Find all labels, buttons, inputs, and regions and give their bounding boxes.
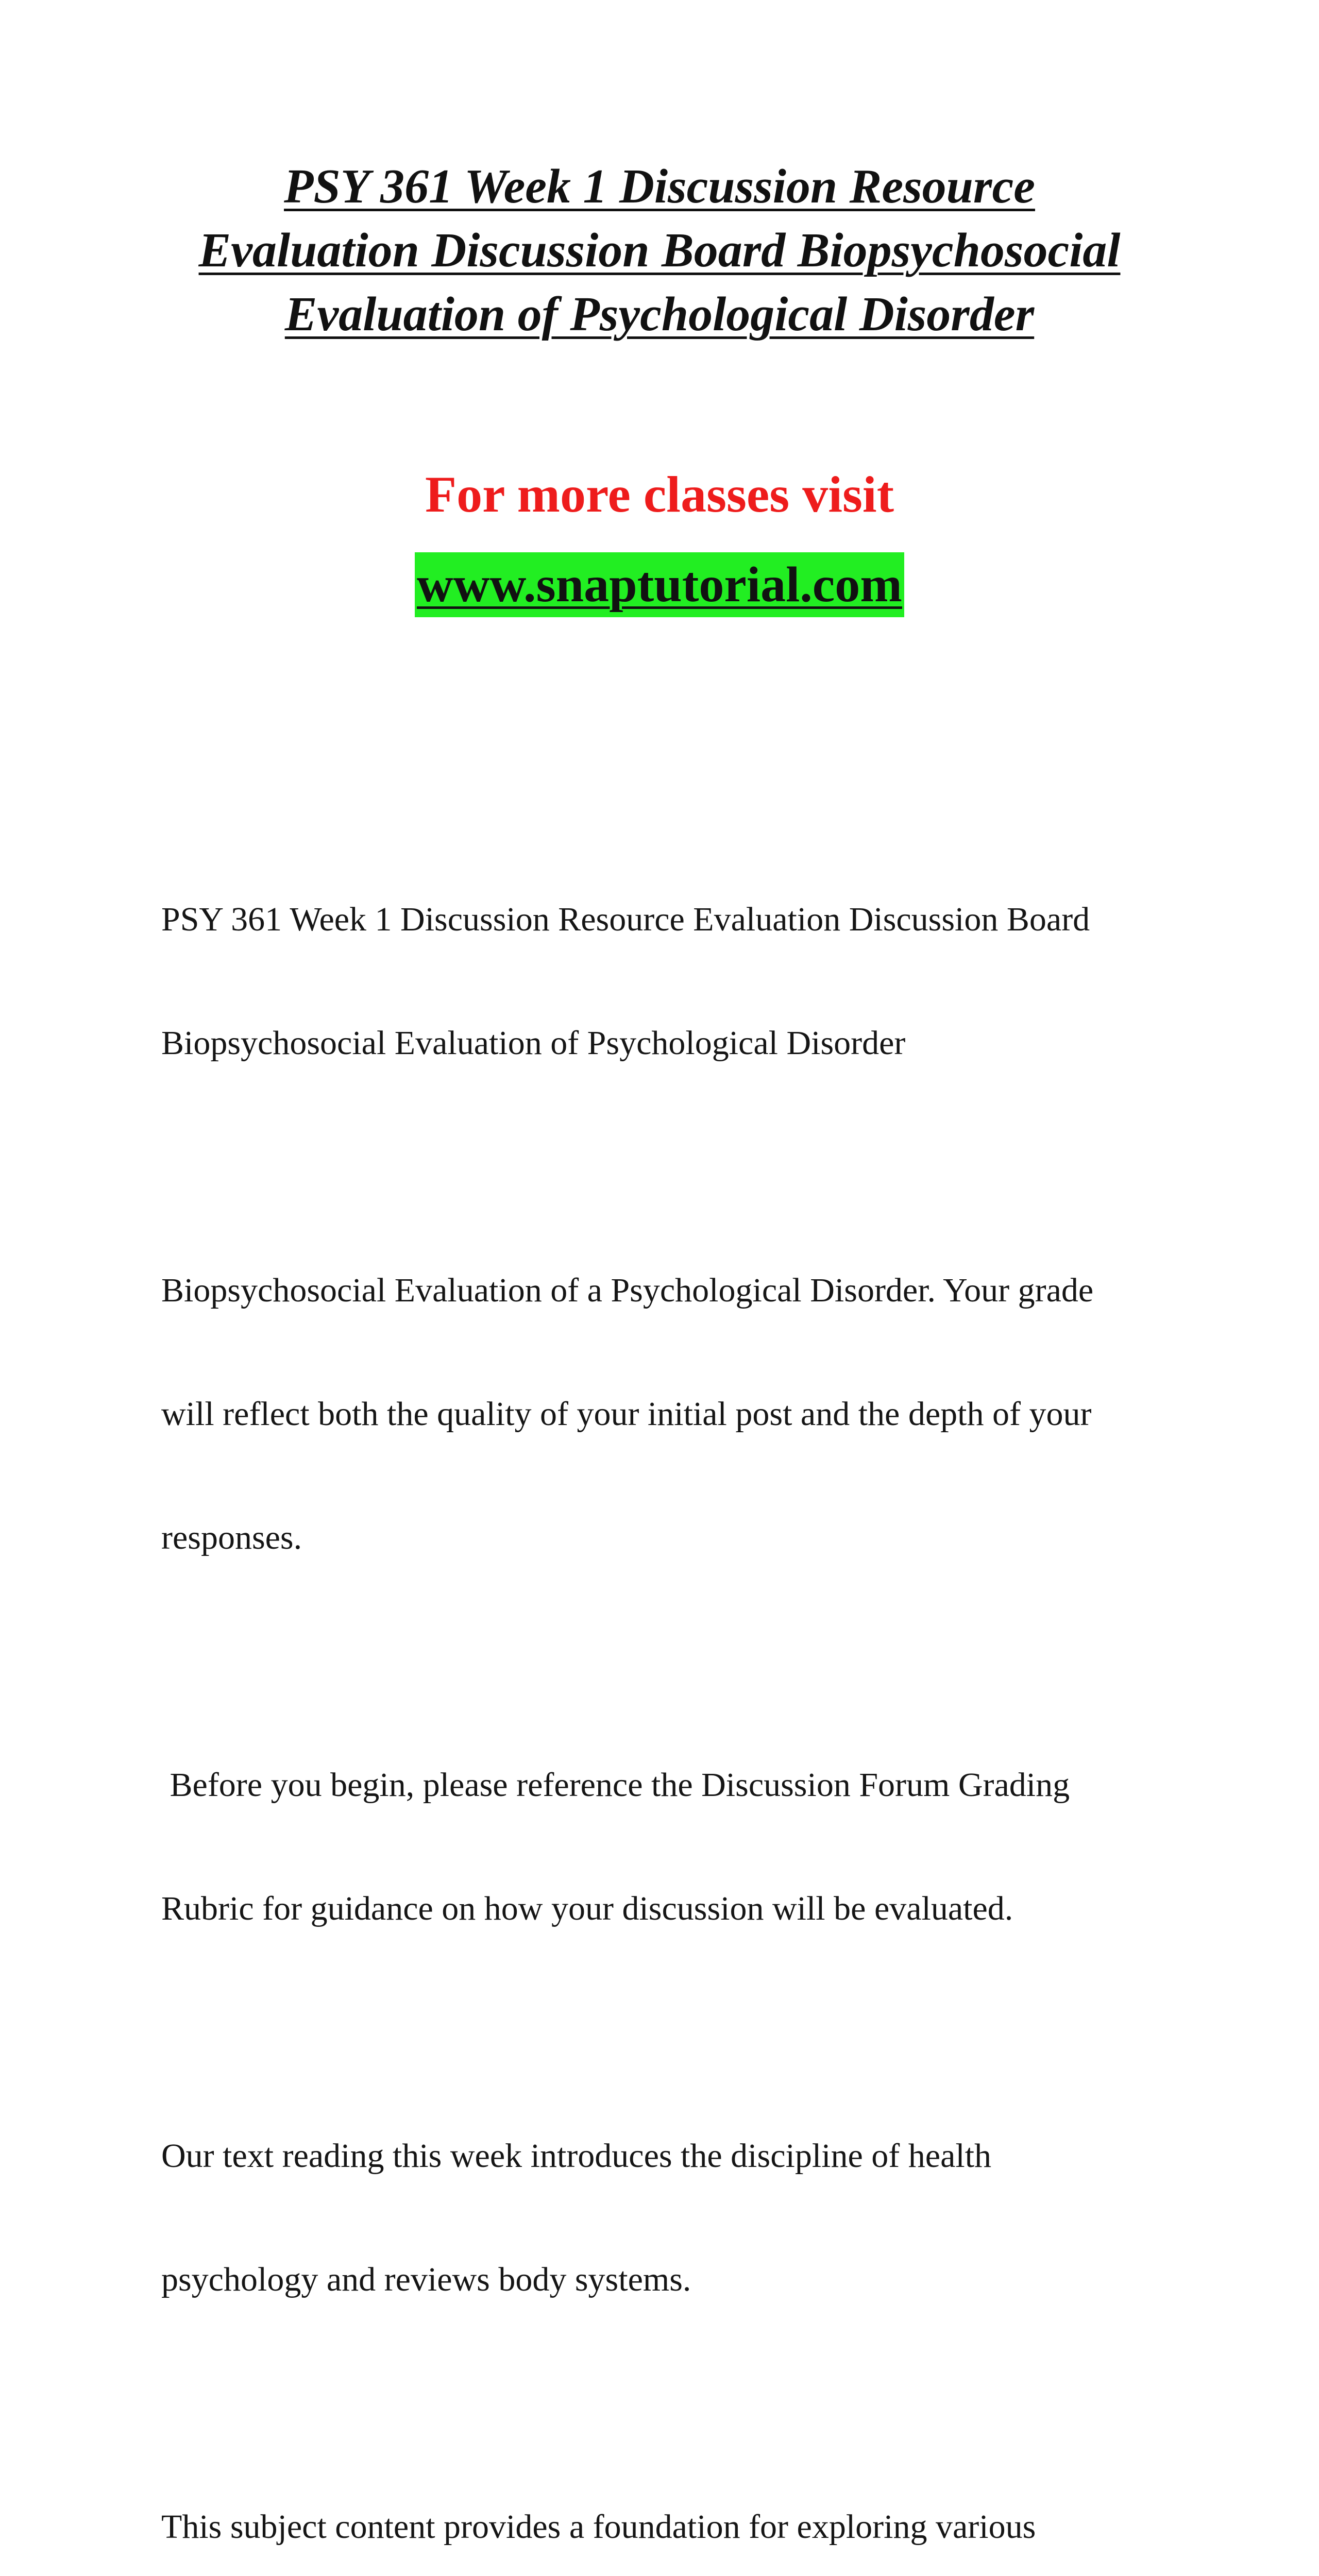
promo-link-wrap <box>0 552 1319 617</box>
body-line: Our text reading this week introduces the discipline of health <box>161 2137 992 2175</box>
title-line: Evaluation of Psychological Disorder <box>284 287 1035 341</box>
body-line: psychology and reviews body systems. <box>161 2261 691 2298</box>
body-line: responses. <box>161 1519 302 1556</box>
body-paragraph <box>161 1682 1197 2012</box>
body-paragraph <box>161 2424 1197 2576</box>
document-body <box>161 817 1197 2576</box>
body-line: Rubric for guidance on how your discussion will be evaluated. <box>161 1890 1013 1927</box>
body-line: This subject content provides a foundation for exploring various <box>161 2508 1036 2546</box>
title-line: PSY 361 Week 1 Discussion Resource <box>284 160 1035 213</box>
title-line: Evaluation Discussion Board Biopsychosocial <box>198 224 1121 277</box>
promo-text: For more classes visit <box>425 466 894 523</box>
website-link[interactable]: www.snaptutorial.com <box>415 552 904 617</box>
body-paragraph <box>161 817 1197 1146</box>
document-title <box>103 155 1216 346</box>
body-line: Before you begin, please reference the Discussion Forum Grading <box>161 1766 1070 1804</box>
body-paragraph <box>161 1188 1197 1641</box>
body-line: Biopsychosocial Evaluation of Psychological Disorder <box>161 1024 906 1062</box>
body-paragraph <box>161 2053 1197 2383</box>
body-line: PSY 361 Week 1 Discussion Resource Evaluation Discussion Board <box>161 901 1090 938</box>
body-line: will reflect both the quality of your initial post and the depth of your <box>161 1395 1092 1433</box>
body-line: Biopsychosocial Evaluation of a Psychological Disorder. Your grade <box>161 1272 1094 1309</box>
